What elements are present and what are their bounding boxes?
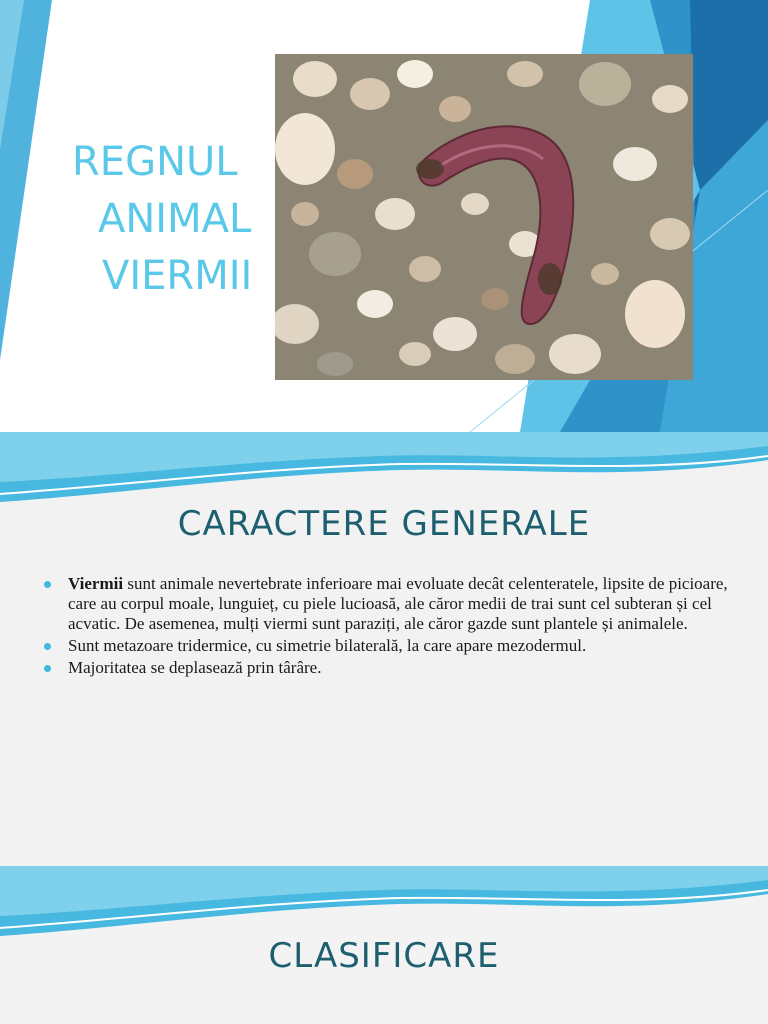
slide-title xyxy=(62,134,262,305)
bullet-list xyxy=(44,574,734,680)
wave-header xyxy=(0,866,768,946)
classification-slide xyxy=(0,866,768,1024)
wave-header xyxy=(0,432,768,512)
bullet-text: sunt animale nevertebrate inferioare mai evoluate decât celenteratele, lipsite de picioare, care au corpul moale, lunguieț, cu piele lucioasă, ale căror medii de trai sunt cel subteran și cel acvatic. De asemenea, mulți viermi sunt paraziți, ale căror gazde sunt plantele și animalele. xyxy=(68,574,728,633)
title-slide xyxy=(0,0,768,432)
bullet-text: Majoritatea se deplasează prin târâre. xyxy=(68,658,322,677)
bullet-item xyxy=(44,658,734,678)
bullet-item xyxy=(44,574,734,634)
soil-clump xyxy=(538,263,562,295)
bullet-text: Sunt metazoare tridermice, cu simetrie bilaterală, la care apare mezodermul. xyxy=(68,636,587,655)
bullet-dot-icon xyxy=(44,665,51,672)
title-line-2: ANIMAL xyxy=(98,196,252,242)
bullet-item xyxy=(44,636,734,656)
title-line-1: REGNUL xyxy=(72,139,238,185)
slide-heading: CLASIFICARE xyxy=(268,936,500,976)
characteristics-slide xyxy=(0,432,768,866)
slide-heading: CARACTERE GENERALE xyxy=(177,504,591,544)
bullet-bold-text: Viermii xyxy=(68,574,124,593)
bullet-dot-icon xyxy=(44,581,51,588)
bullet-dot-icon xyxy=(44,643,51,650)
earthworm-photo xyxy=(275,54,693,380)
title-line-3: VIERMII xyxy=(102,253,253,299)
soil-clump xyxy=(416,159,444,179)
